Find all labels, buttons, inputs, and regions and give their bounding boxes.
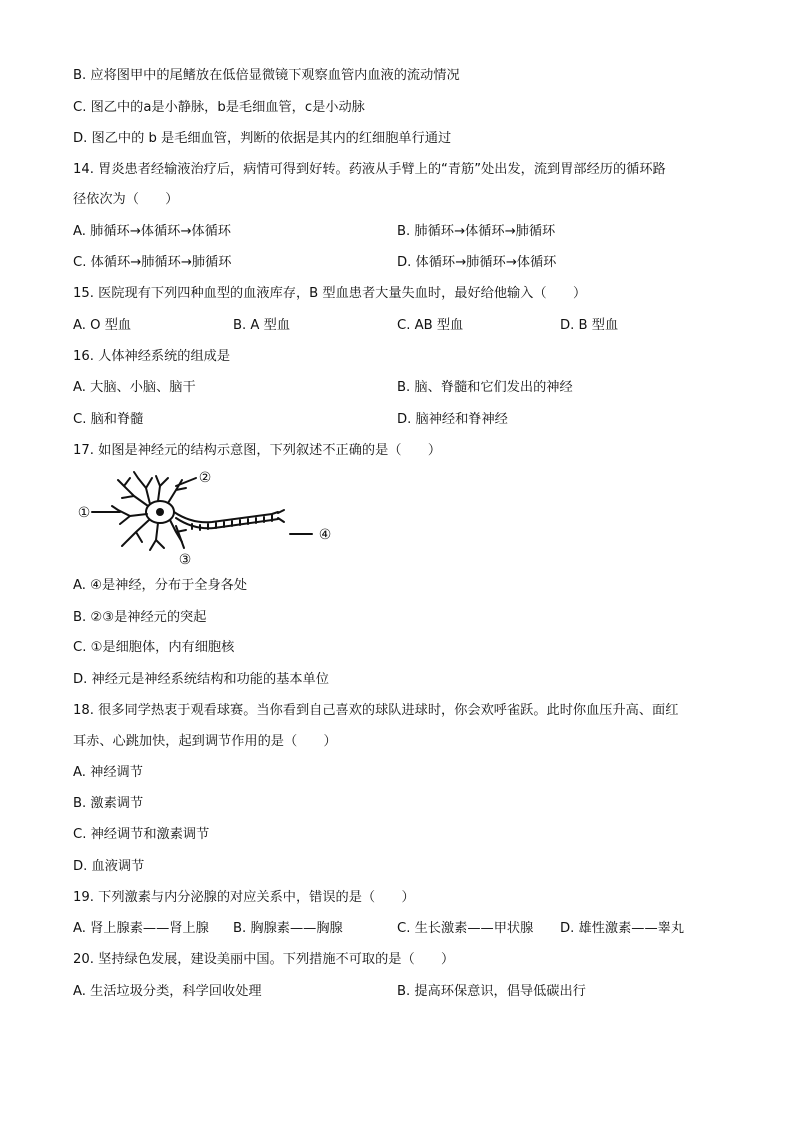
q17-option-b: B. ②③是神经元的突起 (73, 610, 207, 625)
label-2: ② (198, 470, 212, 486)
q14-option-b: B. 肺循环→体循环→肺循环 (397, 224, 556, 239)
q18-option-d: D. 血液调节 (73, 859, 145, 874)
q19-option-c: C. 生长激素——甲状腺 (397, 921, 534, 936)
neuron-diagram (72, 466, 342, 574)
q14-stem-line1: 14. 胃炎患者经输液治疗后，病情可得到好转。药液从手臂上的“青筋”处出发，流到胃部经历的循环路 (73, 162, 666, 177)
q15-option-d: D. B 型血 (560, 318, 619, 333)
q19-option-b: B. 胸腺素——胸腺 (233, 921, 343, 936)
q16-option-b: B. 脑、脊髓和它们发出的神经 (397, 380, 573, 395)
q14-option-a: A. 肺循环→体循环→体循环 (73, 224, 231, 239)
q15-option-a: A. O 型血 (73, 318, 132, 333)
q13-option-c: C. 图乙中的a是小静脉，b是毛细血管，c是小动脉 (73, 100, 365, 115)
q20-option-a: A. 生活垃圾分类，科学回收处理 (73, 984, 262, 999)
q17-option-a: A. ④是神经，分布于全身各处 (73, 578, 248, 593)
q13-option-b: B. 应将图甲中的尾鳍放在低倍显微镜下观察血管内血液的流动情况 (73, 68, 460, 83)
q20-stem: 20. 坚持绿色发展，建设美丽中国。下列措施不可取的是（ ） (73, 952, 455, 967)
q14-option-d: D. 体循环→肺循环→体循环 (397, 255, 557, 270)
q19-option-d: D. 雄性激素——睾丸 (560, 921, 685, 936)
q17-stem: 17. 如图是神经元的结构示意图，下列叙述不正确的是（ ） (73, 443, 442, 458)
q19-stem: 19. 下列激素与内分泌腺的对应关系中，错误的是（ ） (73, 890, 415, 905)
q18-option-b: B. 激素调节 (73, 796, 144, 811)
q17-option-d: D. 神经元是神经系统结构和功能的基本单位 (73, 672, 329, 687)
q16-stem: 16. 人体神经系统的组成是 (73, 349, 231, 364)
label-1: ① (77, 505, 91, 521)
q16-option-a: A. 大脑、小脑、脑干 (73, 380, 196, 395)
q18-stem-line2: 耳赤、心跳加快，起到调节作用的是（ ） (73, 734, 337, 749)
q15-stem: 15. 医院现有下列四种血型的血液库存，B 型血患者大量失血时，最好给他输入（ ） (73, 286, 587, 301)
q16-option-d: D. 脑神经和脊神经 (397, 412, 508, 427)
q15-option-c: C. AB 型血 (397, 318, 464, 333)
label-4: ④ (318, 527, 332, 543)
q18-stem-line1: 18. 很多同学热衷于观看球赛。当你看到自己喜欢的球队进球时，你会欢呼雀跃。此时你血压升高、面红 (73, 703, 679, 718)
label-3: ③ (178, 552, 192, 568)
q14-stem-line2: 径依次为（ ） (73, 192, 179, 207)
q19-option-a: A. 肾上腺素——肾上腺 (73, 921, 209, 936)
q18-option-a: A. 神经调节 (73, 765, 143, 780)
q17-option-c: C. ①是细胞体，内有细胞核 (73, 640, 235, 655)
q13-option-d: D. 图乙中的 b 是毛细血管，判断的依据是其内的红细胞单行通过 (73, 131, 452, 146)
q16-option-c: C. 脑和脊髓 (73, 412, 144, 427)
q14-option-c: C. 体循环→肺循环→肺循环 (73, 255, 232, 270)
q20-option-b: B. 提高环保意识，倡导低碳出行 (397, 984, 586, 999)
q15-option-b: B. A 型血 (233, 318, 291, 333)
q18-option-c: C. 神经调节和激素调节 (73, 827, 210, 842)
